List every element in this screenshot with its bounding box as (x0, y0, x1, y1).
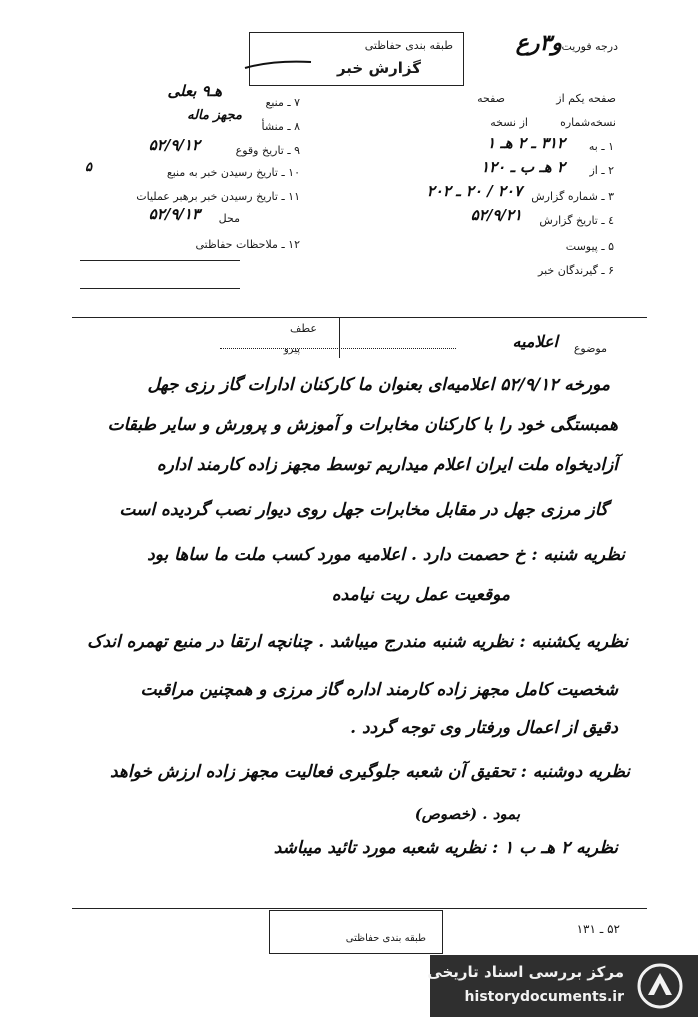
body-line-10: نظریه دوشنبه : تحقیق آن شعبه جلوگیری فعالیت مجهز زاده ارزش خواهد (109, 762, 630, 782)
body-line-1: مورخه ۵۲/۹/۱۲ اعلامیه‌ای بعنوان ما کارکنان ادارات گاز رزی جهل (147, 375, 610, 395)
subject-divider (339, 318, 340, 358)
to-label: ۱ ـ به (588, 140, 614, 153)
body-line-7: نظریه یکشنبه : نظریه شنبه مندرج میباشد . چنانچه ارتقا در منبع تهمره اندک (87, 632, 628, 652)
source-receipt-date-label: ۱۰ ـ تاریخ رسیدن خبر به منبع (166, 166, 300, 179)
event-date-value: ۵۲/۹/۱۲ (148, 136, 200, 154)
page-label: صفحه یکم از (556, 92, 616, 105)
report-number-value: ۲۰۷ / ۲۰ ـ ۲۰۲ (426, 182, 522, 200)
report-date-label: ٤ ـ تاریخ گزارش (539, 214, 614, 227)
operator-receipt-date-value: ۵۲/۹/۱۳ (148, 205, 200, 223)
source-receipt-date-value: ۵ (85, 160, 92, 175)
body-line-12: نظریه ۲ هـ ب ۱ : نظریه شعبه مورد تائید میباشد (273, 838, 618, 858)
location-label: محل (218, 212, 240, 225)
subject-value: اعلامیه (512, 332, 558, 351)
rule-line (80, 288, 240, 289)
pen-stroke-mark (243, 58, 313, 72)
from-label: ۲ ـ از (589, 164, 614, 177)
footer-separator (72, 908, 647, 909)
report-date-value: ۵۲/۹/۲۱ (470, 206, 522, 224)
archive-org-name: مرکز بررسی اسناد تاریخی (427, 963, 624, 981)
copy-number-sub-label: از نسخه (490, 116, 528, 129)
urgency-value: و۳رع (515, 30, 562, 56)
classification-box-bottom (269, 910, 443, 954)
report-number-label: ۳ ـ شماره گزارش (531, 190, 614, 203)
event-date-label: ۹ ـ تاریخ وقوع (235, 144, 300, 157)
classification-label-top: طبقه بندی حفاظتی (364, 39, 453, 52)
body-line-6: موقعیت عمل ریت نیامده (331, 585, 510, 605)
reference-value: پیرو (283, 344, 300, 355)
body-line-5: نظریه شنبه : خ حصمت دارد . اعلامیه مورد کسب ملت ما ساها بود (147, 545, 625, 565)
reference-label: عطف (290, 322, 317, 335)
to-value: ۳۱۲ ـ ۲ هـ ۱ (487, 134, 565, 152)
report-title: گزارش خبر (336, 59, 421, 77)
body-line-8: شخصیت کامل مجهز زاده کارمند اداره گاز مرزی و همچنین مراقبت (140, 680, 618, 700)
archive-website: historydocuments.ir (464, 989, 624, 1005)
body-line-9: دقیق از اعمال ورفتار وی توجه گردد . (350, 718, 618, 738)
footer-code: ۵۲ ـ ۱۳۱ (576, 922, 620, 936)
rule-line (80, 260, 240, 261)
from-value: ۲ هـ ب ـ ۱۲۰ (481, 158, 565, 176)
body-line-2: همبستگی خود را با کارکنان مخابرات و آموزش و پرورش و سایر طبقات (107, 415, 618, 435)
classification-label-bottom: طبقه بندی حفاظتی (345, 933, 426, 944)
recipients-label: ۶ ـ گیرندگان خبر (538, 264, 614, 277)
body-line-11: بمود . (خصوص) (414, 805, 520, 823)
source-label: ۷ ـ منبع (265, 96, 300, 109)
source-value: هـ۹ بعلی (167, 82, 222, 100)
header-separator (72, 317, 647, 318)
body-line-4: گاز مرزی جهل در مقابل مخابرات جهل روی دیوار نصب گردیده است (119, 500, 608, 520)
urgency-label: درجه فوریت (561, 40, 618, 53)
operator-receipt-date-label: ۱۱ ـ تاریخ رسیدن خبر برهبر عملیات (136, 190, 300, 203)
archive-logo-banner (427, 955, 698, 1017)
archive-logo-icon (634, 963, 686, 1009)
page-sub-label: صفحه (477, 92, 505, 105)
attachment-label: ۵ ـ پیوست (565, 240, 614, 253)
subject-label: موضوع (573, 342, 607, 355)
origin-value: مجهز ماله (187, 108, 242, 123)
subject-dotted-line (220, 348, 456, 349)
copy-number-label: نسخه‌شماره (560, 116, 616, 129)
body-line-3: آزادیخواه ملت ایران اعلام میداریم توسط مجهز زاده کارمند اداره (156, 455, 618, 475)
origin-label: ۸ ـ منشأ (261, 120, 300, 133)
security-notes-label: ۱۲ ـ ملاحظات حفاظتی (195, 238, 300, 251)
